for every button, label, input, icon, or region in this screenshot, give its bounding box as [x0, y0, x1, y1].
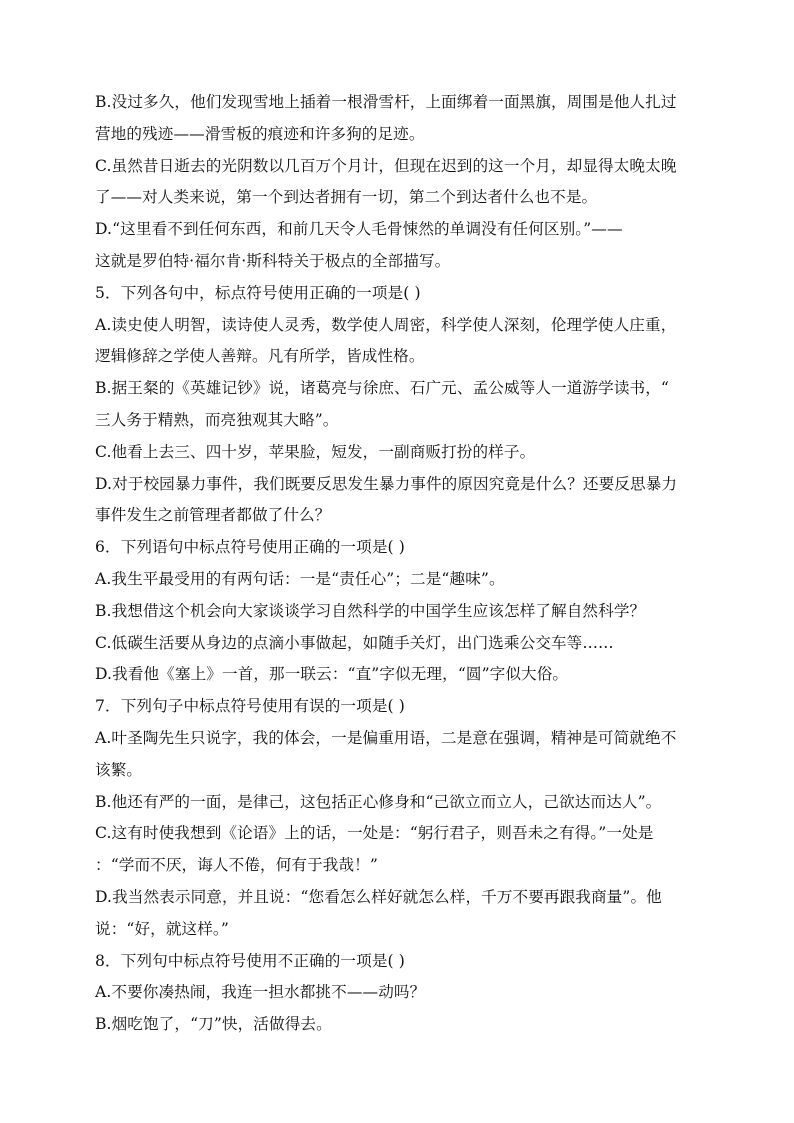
text-line: B.他还有严的一面，是律己，这包括正心修身和“己欲立而立人，己欲达而达人”。: [95, 792, 662, 811]
question-heading: 8．下列句中标点符号使用不正确的一项是( ): [95, 951, 405, 970]
text-line: 逻辑修辞之学使人善辩。凡有所学，皆成性格。: [95, 347, 425, 366]
question-heading: 5．下列各句中，标点符号使用正确的一项是( ): [95, 283, 421, 302]
text-line: B.没过多久，他们发现雪地上插着一根滑雪杆，上面绑着一面黑旗，周围是他人扎过: [95, 93, 677, 111]
question-heading: 7．下列句子中标点符号使用有误的一项是( ): [95, 697, 405, 716]
text-line: ：“学而不厌，诲人不倦，何有于我哉！”: [95, 856, 378, 875]
text-line: A.读史使人明智，读诗使人灵秀，数学使人周密，科学使人深刻，伦理学使人庄重，: [95, 315, 677, 334]
text-line: C.虽然昔日逝去的光阴数以几百万个月计，但现在迟到的这一个月，却显得太晚太晚: [95, 156, 677, 175]
text-line: D.对于校园暴力事件，我们既要反思发生暴力事件的原因究竟是什么？还要反思暴力: [95, 474, 678, 493]
text-line: D.我当然表示同意，并且说：“您看怎么样好就怎么样，千万不要再跟我商量”。他: [95, 887, 662, 906]
document-text: [95, 87, 700, 1041]
text-line: A.叶圣陶先生只说字，我的体会，一是偏重用语，二是意在强调，精神是可简就绝不: [95, 728, 677, 747]
text-line: 这就是罗伯特·福尔肯·斯科特关于极点的全部描写。: [95, 251, 451, 270]
text-line: D.我看他《塞上》一首，那一联云：“直”字似无理，“圆”字似大俗。: [95, 665, 569, 684]
text-line: A.不要你凑热闹，我连一担水都挑不——动吗？: [95, 983, 426, 1002]
text-line: A.我生平最受用的有两句话：一是“责任心”；二是“趣味”。: [95, 569, 505, 588]
text-line: 营地的残迹——滑雪板的痕迹和许多狗的足迹。: [95, 124, 425, 143]
text-line: C.这有时使我想到《论语》上的话，一处是：“躬行君子，则吾未之有得。”一处是: [95, 824, 654, 843]
text-line: B.我想借这个机会向大家谈谈学习自然科学的中国学生应该怎样了解自然科学？: [95, 601, 646, 620]
question-heading: 6．下列语句中标点符号使用正确的一项是( ): [95, 538, 405, 557]
text-line: 该繁。: [95, 760, 143, 779]
text-line: 事件发生之前管理者都做了什么？: [95, 506, 331, 525]
text-line: 说：“好，就这样。”: [95, 919, 229, 938]
text-line: C.他看上去三、四十岁，苹果脸，短发，一副商贩打扮的样子。: [95, 442, 536, 461]
text-line: D.“这里看不到任何东西，和前几天令人毛骨悚然的单调没有任何区别。”——: [95, 220, 623, 239]
text-line: C.低碳生活要从身边的点滴小事做起，如随手关灯，出门选乘公交车等……: [95, 633, 614, 652]
text-line: B.烟吃饱了，“刀”快，活做得去。: [95, 1015, 332, 1034]
text-line: 了——对人类来说，第一个到达者拥有一切，第二个到达者什么也不是。: [95, 188, 598, 207]
text-line: 三人务于精熟，而亮独观其大略”。: [95, 410, 339, 429]
text-line: B.据王粲的《英雄记钞》说，诸葛亮与徐庶、石广元、孟公威等人一道游学读书，“: [95, 379, 669, 398]
